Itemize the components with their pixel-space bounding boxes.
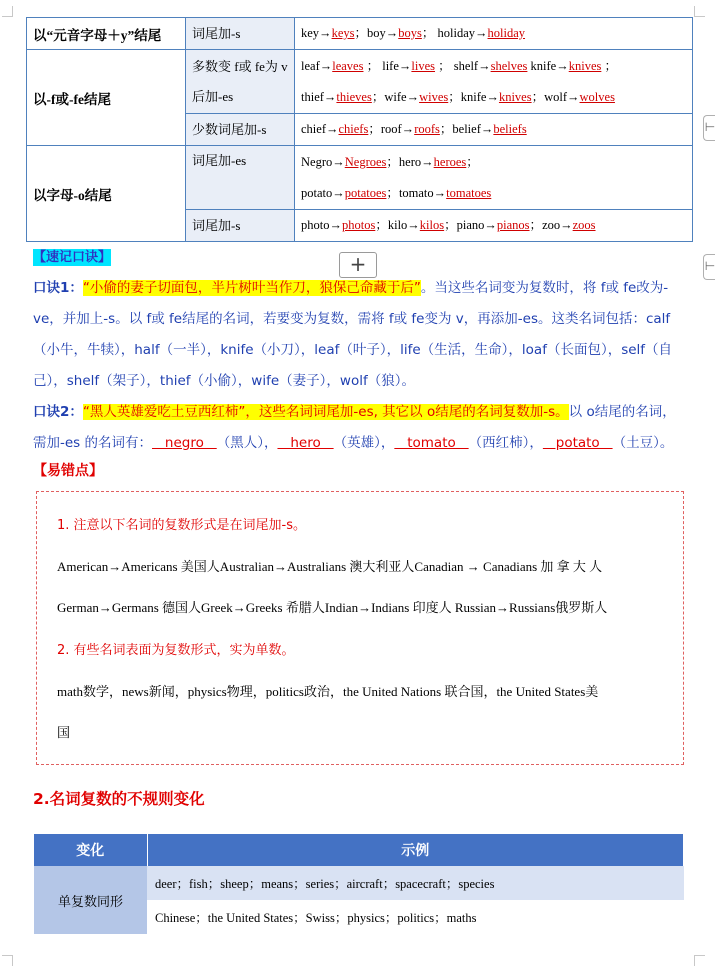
answer-meaning: （英雄） — [333, 435, 381, 451]
singular-word: zoo→ — [542, 218, 573, 232]
singular-word: chief→ — [301, 122, 339, 136]
examples-cell: Negro→Negroes；hero→heroes； potato→potatoes；tomato→tomatoes — [295, 146, 693, 210]
plural-word: lives — [411, 58, 436, 73]
page-corner-mark — [694, 6, 705, 17]
memory-tag-text: 【速记口诀】 — [33, 250, 112, 265]
pitfall-line: math数学，news新闻，physics物理，politics政治，the United Nations 联合国，the United States美 — [57, 684, 599, 699]
mnemonic-2-highlight: “黑人英雄爱吃土豆西红柿”，这些名词词尾加-es, 其它以 o结尾的名词复数加-s。 — [82, 404, 569, 420]
plural-word: knives — [498, 89, 532, 104]
section-2-title: 2.名词复数的不规则变化 — [33, 790, 205, 808]
rule-cell: 词尾加-s — [186, 18, 295, 50]
pitfall-line: 国 — [57, 725, 71, 740]
singular-word: photo→ — [301, 218, 342, 232]
plural-rules-table — [26, 17, 693, 242]
pitfall-line: German→Germans 德国人Greek→Greeks 希腊人Indian→Indians 印度人 Russian→Russians俄罗斯人 — [57, 600, 608, 615]
mnemonic-1 — [33, 273, 685, 397]
examples-cell: key→keys；boy→boys； holiday→holiday — [295, 18, 693, 50]
page-corner-mark — [694, 955, 705, 966]
mnemonic-2-end: 。 — [659, 435, 674, 451]
mnemonic-1-highlight: “小偷的妻子切面包，半片树叶当作刀，狼保己命藏于后” — [82, 280, 421, 296]
singular-word: belief→ — [452, 122, 494, 136]
category-cell: 以-f或-fe结尾 — [27, 50, 186, 146]
examples-cell: photo→photos；kilo→kilos；piano→pianos；zoo→zoos — [295, 210, 693, 242]
singular-word: knife→ — [530, 58, 569, 73]
singular-word: thief→ — [301, 89, 337, 104]
singular-word: wolf→ — [544, 89, 580, 104]
page-corner-mark — [2, 955, 13, 966]
mnemonic-2 — [33, 397, 685, 459]
singular-word: hero→ — [398, 154, 434, 169]
plural-word: boys — [398, 26, 422, 40]
mnemonic-2-text: 以 o结尾的名词，需加-es 的名词有： — [33, 404, 676, 451]
plural-word: beliefs — [493, 122, 527, 136]
singular-word: Negro→ — [301, 154, 345, 169]
answer-meaning: （黑人） — [216, 435, 264, 451]
singular-word: key→ — [301, 26, 332, 40]
table-header: 示例 — [147, 834, 684, 866]
plural-word: tomatoes — [446, 185, 492, 200]
singular-word: potato→ — [301, 185, 345, 200]
singular-word: leaf→ — [301, 58, 333, 73]
pitfalls-title: 【易错点】 — [33, 463, 103, 479]
pitfall-2-title: 2. 有些名词表面为复数形式，实为单数。 — [57, 643, 295, 658]
rule-text: 多数变 f或 fe为 v后加-es — [192, 58, 288, 104]
rule-cell: 词尾加-s — [186, 210, 295, 242]
plural-word: roofs — [414, 122, 440, 136]
pitfall-1-title: 1. 注意以下名词的复数形式是在词尾加-s。 — [57, 518, 306, 533]
answer-blank: negro — [152, 435, 217, 451]
singular-word: holiday→ — [437, 26, 488, 40]
singular-word: wife→ — [384, 89, 420, 104]
plural-word: wives — [419, 89, 449, 104]
rule-cell: 词尾加-es — [186, 146, 295, 210]
memory-section-tag — [33, 246, 111, 266]
plural-word: zoos — [572, 218, 596, 232]
rule-cell: 少数词尾加-s — [186, 114, 295, 146]
category-cell: 以字母-o结尾 — [27, 146, 186, 242]
plural-word: heroes — [433, 154, 467, 169]
side-scroll-button[interactable]: ⊢ — [703, 115, 715, 141]
answer-meaning: （西红柿） — [468, 435, 530, 451]
answer-blank: tomato — [394, 435, 469, 451]
singular-word: knife→ — [460, 89, 499, 104]
singular-word: life→ — [382, 58, 412, 73]
plural-word: kilos — [419, 218, 445, 232]
plural-word: thieves — [336, 89, 372, 104]
pitfall-line: American→Americans 美国人Australian→Australians 澳大利亚人Canadian → Canadians 加 拿 大 人 — [57, 559, 603, 574]
irregular-plural-table — [34, 834, 684, 934]
mnemonic-2-items: negro （黑人）， hero （英雄）， tomato （西红柿）， potato （土豆） — [152, 435, 660, 451]
plural-word: photos — [341, 218, 376, 232]
answer-blank: potato — [542, 435, 613, 451]
plural-word: knives — [568, 58, 602, 73]
answer-blank: hero — [277, 435, 334, 451]
examples-cell: chief→chiefs；roof→roofs；belief→beliefs — [295, 114, 693, 146]
examples-cell: leaf→leaves ； life→lives ； shelf→shelves knife→knives ； thief→thieves；wife→wives；knife→knives；wolf→wolves — [295, 50, 693, 114]
mnemonic-1-label: 口诀1： — [33, 280, 83, 296]
row-label: 单复数同形 — [34, 866, 147, 934]
plural-word: holiday — [487, 26, 526, 40]
singular-word: roof→ — [380, 122, 415, 136]
answer-meaning: （土豆） — [612, 435, 660, 451]
singular-word: shelf→ — [453, 58, 491, 73]
mnemonic-2-label: 口诀2： — [33, 404, 83, 420]
plural-word: Negroes — [344, 154, 387, 169]
table-cell: deer；fish；sheep；means；series；aircraft；spacecraft；species — [147, 866, 684, 900]
plural-word: wolves — [579, 89, 615, 104]
singular-word: tomato→ — [398, 185, 447, 200]
mnemonic-1-text: 。当这些名词变为复数时，将 f或 fe改为-ve，并加上-s。以 f或 fe结尾的名词，若要变为复数，需将 f或 fe变为 v，再添加-es。这类名词包括：calf（小牛，牛犊），half（一半），knife（小刀），leaf（叶子），life（生活，生命），loaf（长面包），self（自己），shelf（架子），thief（小偷），wife（妻子），wolf（狼）。 — [33, 280, 673, 389]
plural-word: leaves — [332, 58, 364, 73]
plural-word: shelves — [490, 58, 528, 73]
singular-word: piano→ — [456, 218, 497, 232]
singular-word: boy→ — [367, 26, 399, 40]
table-cell: Chinese；the United States；Swiss；physics；politics；maths — [147, 900, 684, 934]
plural-word: keys — [331, 26, 355, 40]
rule-cell — [186, 50, 295, 114]
plural-word: potatoes — [344, 185, 387, 200]
singular-word: kilo→ — [387, 218, 420, 232]
table-header: 变化 — [34, 834, 147, 866]
add-row-button[interactable]: + — [339, 252, 377, 278]
plural-word: chiefs — [338, 122, 369, 136]
category-cell: 以“元音字母＋y”结尾 — [27, 18, 186, 50]
side-scroll-button[interactable]: ⊢ — [703, 254, 715, 280]
page-corner-mark — [2, 6, 13, 17]
plural-word: pianos — [496, 218, 530, 232]
